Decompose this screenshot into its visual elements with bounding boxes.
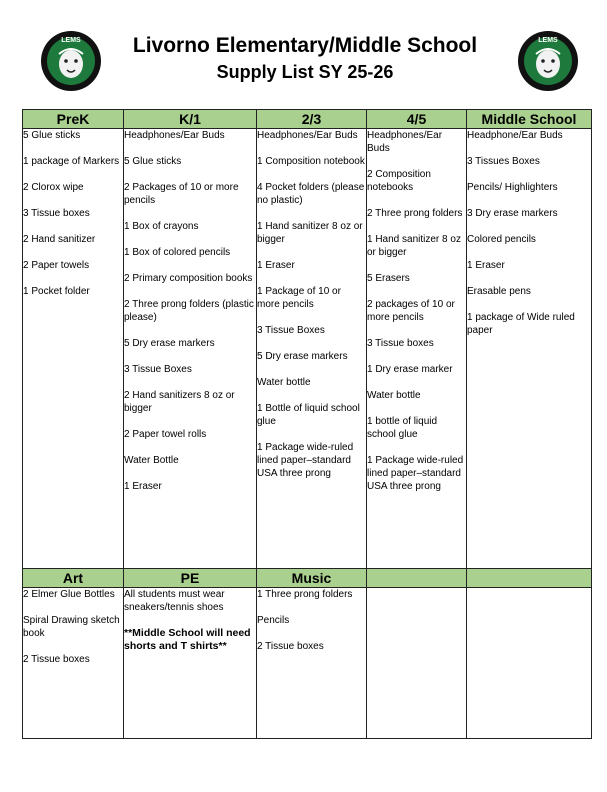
- art-supplies: [23, 588, 124, 739]
- list-item: 2 packages of 10 or more pencils: [367, 299, 455, 323]
- supply-list-title: Supply List SY 25-26: [216, 62, 394, 82]
- list-item: 1 Box of crayons: [124, 221, 199, 232]
- list-item: 4 Pocket folders (please no plastic): [257, 182, 365, 206]
- list-item: 3 Tissue boxes: [23, 208, 90, 219]
- list-item: All students must wear sneakers/tennis shoes: [124, 589, 225, 613]
- list-item: 2 Paper towels: [23, 260, 90, 271]
- list-item: 2 Primary composition books: [124, 273, 253, 284]
- list-item: 1 Three prong folders: [257, 589, 353, 600]
- list-item: 1 Package of 10 or more pencils: [257, 286, 341, 310]
- list-item: Pencils: [257, 615, 290, 626]
- top-header-row: [23, 110, 592, 129]
- column-header-art: Art: [23, 569, 124, 588]
- empty-cell: [467, 588, 592, 739]
- top-items-row: [23, 129, 592, 569]
- list-item: 2 Three prong folders (plastic please): [124, 299, 254, 323]
- list-item: Water bottle: [367, 390, 421, 401]
- list-item: 5 Dry erase markers: [257, 351, 348, 362]
- list-item: 2 Hand sanitizer: [23, 234, 96, 245]
- list-item: 1 Composition notebook: [257, 156, 365, 167]
- column-header-pe: PE: [124, 569, 257, 588]
- pe-supplies: [124, 588, 257, 739]
- k1-supplies: [124, 129, 257, 569]
- list-item: 1 package of Markers: [23, 156, 120, 167]
- list-item: Headphones/Ear Buds: [257, 130, 358, 141]
- list-item: 2 Packages of 10 or more pencils: [124, 182, 239, 206]
- svg-text:LEMS: LEMS: [538, 37, 558, 44]
- school-name: Livorno Elementary/Middle School: [132, 34, 478, 57]
- supply-table: [22, 109, 592, 739]
- list-item: Spiral Drawing sketch book: [23, 615, 120, 639]
- list-item: 5 Erasers: [367, 273, 410, 284]
- list-item: 2 Three prong folders: [367, 208, 463, 219]
- list-item: 2 Clorox wipe: [23, 182, 84, 193]
- list-item: 1 Eraser: [467, 260, 505, 271]
- list-item: 2 Paper towel rolls: [124, 429, 207, 440]
- grade-4-5-supplies: [367, 129, 467, 569]
- list-item: 1 package of Wide ruled paper: [467, 312, 575, 336]
- list-item: Headphones/Ear Buds: [367, 130, 443, 154]
- list-item: 3 Dry erase markers: [467, 208, 558, 219]
- music-supplies: [257, 588, 367, 739]
- list-item: 1 Hand sanitizer 8 oz or bigger: [367, 234, 461, 258]
- column-header-music: Music: [257, 569, 367, 588]
- list-item: 1 Eraser: [257, 260, 295, 271]
- column-header-2-3: 2/3: [257, 110, 367, 129]
- list-item: 1 bottle of liquid school glue: [367, 416, 438, 440]
- list-item: Water Bottle: [124, 455, 179, 466]
- list-item: 1 Hand sanitizer 8 oz or bigger: [257, 221, 363, 245]
- list-item: 5 Dry erase markers: [124, 338, 215, 349]
- grade-2-3-supplies: [257, 129, 367, 569]
- list-item: Water bottle: [257, 377, 311, 388]
- column-header-k1: K/1: [124, 110, 257, 129]
- list-item: Headphones/Ear Buds: [124, 130, 225, 141]
- list-item: 2 Hand sanitizers 8 oz or bigger: [124, 390, 235, 414]
- list-item: 2 Composition notebooks: [367, 169, 431, 193]
- list-item: 3 Tissues Boxes: [467, 156, 540, 167]
- empty-cell: [367, 588, 467, 739]
- column-header-4-5: 4/5: [367, 110, 467, 129]
- list-item: 1 Bottle of liquid school glue: [257, 403, 360, 427]
- pe-note: **Middle School will need shorts and T shirts**: [124, 627, 251, 652]
- list-item: 5 Glue sticks: [124, 156, 182, 167]
- list-item: Colored pencils: [467, 234, 536, 245]
- list-item: 1 Eraser: [124, 481, 162, 492]
- bottom-header-row: [23, 569, 592, 588]
- list-item: Headphone/Ear Buds: [467, 130, 563, 141]
- list-item: 1 Package wide-ruled lined paper–standard USA three prong: [367, 455, 464, 492]
- list-item: 2 Tissue boxes: [257, 641, 324, 652]
- column-header-prek: PreK: [23, 110, 124, 129]
- column-header-empty: [467, 569, 592, 588]
- school-logo-right: [517, 30, 579, 92]
- list-item: 2 Tissue boxes: [23, 654, 90, 665]
- list-item: 2 Elmer Glue Bottles: [23, 589, 115, 600]
- list-item: 1 Box of colored pencils: [124, 247, 231, 258]
- bottom-items-row: [23, 588, 592, 739]
- column-header-middle-school: Middle School: [467, 110, 592, 129]
- list-item: 1 Pocket folder: [23, 286, 90, 297]
- list-item: 3 Tissue boxes: [367, 338, 434, 349]
- list-item: 1 Package wide-ruled lined paper–standard USA three prong: [257, 442, 354, 479]
- column-header-empty: [367, 569, 467, 588]
- school-logo-left: [40, 30, 102, 92]
- list-item: Pencils/ Highlighters: [467, 182, 558, 193]
- list-item: Erasable pens: [467, 286, 531, 297]
- list-item: 5 Glue sticks: [23, 130, 81, 141]
- middle-school-supplies: [467, 129, 592, 569]
- prek-supplies: [23, 129, 124, 569]
- list-item: 3 Tissue Boxes: [257, 325, 325, 336]
- list-item: 3 Tissue Boxes: [124, 364, 192, 375]
- svg-text:LEMS: LEMS: [61, 37, 81, 44]
- list-item: 1 Dry erase marker: [367, 364, 453, 375]
